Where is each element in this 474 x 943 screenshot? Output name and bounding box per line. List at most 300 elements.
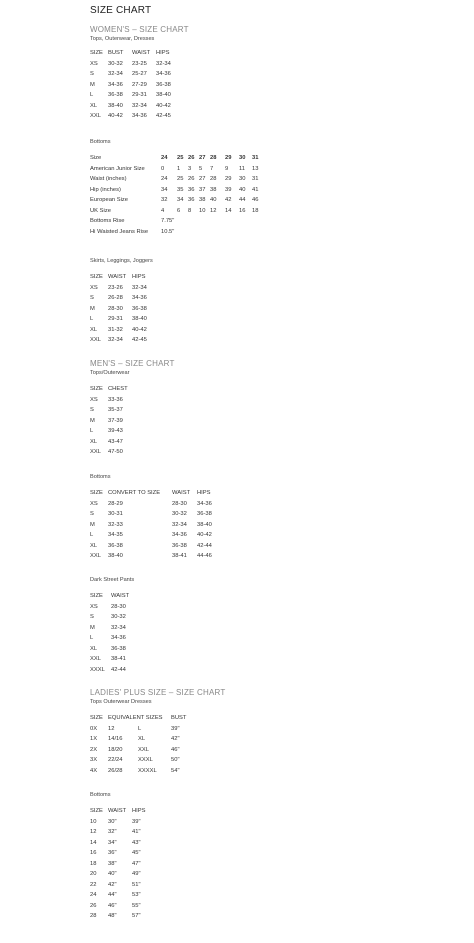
table-cell: L	[90, 532, 94, 538]
table-row	[90, 817, 156, 828]
table-row	[90, 185, 262, 196]
table-cell: XL	[90, 438, 98, 445]
table-cell	[239, 227, 252, 238]
table-row	[90, 612, 135, 623]
table-cell: 38-40	[156, 92, 171, 98]
table-cell: 30	[239, 176, 246, 182]
table-cell: 54"	[171, 767, 180, 774]
table-cell: 22	[90, 881, 97, 888]
table-cell: L	[90, 92, 94, 98]
women-bottoms-label: Bottoms	[90, 139, 111, 145]
table-cell	[239, 216, 252, 227]
table-cell: 34-35	[108, 532, 123, 538]
men-tops-table	[90, 384, 132, 458]
table-cell: 18	[90, 860, 97, 867]
table-cell	[252, 216, 262, 227]
table-row	[90, 437, 132, 448]
table-cell: 30-32	[108, 60, 123, 67]
table-cell: 32-34	[132, 284, 147, 291]
table-row	[90, 325, 156, 336]
table-cell: 46	[252, 197, 259, 203]
table-header-row	[90, 272, 156, 283]
table-row	[90, 164, 262, 175]
table-cell: 22/24	[108, 757, 123, 763]
table-cell: 14	[225, 207, 232, 214]
table-row	[90, 827, 156, 838]
table-cell: 31-32	[108, 326, 123, 333]
table-cell: Waist (inches)	[90, 176, 127, 182]
table-cell: 18	[252, 207, 259, 214]
table-cell	[225, 216, 239, 227]
table-row	[90, 551, 221, 562]
table-cell: 32	[161, 197, 168, 203]
table-cell: 43"	[132, 839, 141, 846]
table-cell: 0X	[90, 725, 98, 732]
table-cell: 12	[90, 829, 97, 835]
plus-bottoms-table	[90, 806, 156, 922]
table-cell: 42"	[171, 736, 180, 742]
table-cell	[199, 227, 210, 238]
women-skirts-label: Skirts, Leggings, Joggers	[90, 258, 153, 264]
table-cell: 29-31	[108, 316, 123, 322]
table-cell: S	[90, 511, 94, 517]
column-header: CONVERT TO SIZE	[108, 490, 161, 496]
table-cell: M	[90, 305, 95, 312]
table-cell: 34-36	[132, 113, 147, 119]
table-cell: 12	[210, 207, 217, 214]
table-cell: L	[90, 428, 94, 434]
table-cell: 36	[188, 197, 195, 203]
table-row	[90, 859, 156, 870]
table-cell: 28-30	[108, 305, 123, 312]
table-row	[90, 69, 180, 80]
table-row	[90, 293, 156, 304]
table-cell: 34-36	[132, 295, 147, 301]
table-cell: L	[90, 316, 94, 322]
table-row	[90, 206, 262, 217]
table-cell: 36-38	[132, 305, 147, 312]
column-header: Size	[90, 155, 102, 161]
table-cell: 42-44	[197, 542, 212, 549]
women-skirts-table	[90, 272, 156, 346]
table-row	[90, 911, 156, 922]
table-header-row	[90, 488, 221, 499]
column-header: CHEST	[108, 386, 128, 392]
table-cell: 4X	[90, 767, 98, 774]
table-cell: 28-30	[172, 500, 187, 507]
table-cell: 28-29	[108, 500, 123, 507]
men-heading: MEN'S – SIZE CHART	[90, 359, 175, 368]
table-cell: 28-30	[111, 603, 126, 610]
table-cell: 39"	[171, 725, 180, 732]
table-cell: 42-44	[111, 666, 126, 673]
table-row	[90, 838, 156, 849]
table-cell: 31	[252, 176, 259, 182]
table-row	[90, 174, 262, 185]
table-cell: 11	[239, 165, 246, 172]
table-cell: 38-40	[108, 553, 123, 559]
table-cell: 40-42	[197, 532, 212, 538]
table-row	[90, 395, 132, 406]
column-header: SIZE	[90, 386, 103, 392]
table-row	[90, 880, 156, 891]
table-cell: 27-29	[132, 81, 147, 88]
table-row	[90, 405, 132, 416]
table-cell: 32"	[108, 829, 117, 835]
table-cell: 55"	[132, 902, 141, 909]
men-bottoms-label: Bottoms	[90, 474, 111, 480]
table-cell: XXL	[90, 656, 101, 662]
table-cell: 36-38	[156, 81, 171, 88]
table-cell: XL	[138, 736, 146, 742]
table-cell	[177, 227, 188, 238]
table-cell: 9	[225, 165, 229, 172]
table-row	[90, 745, 191, 756]
column-header: HIPS	[156, 50, 170, 56]
table-cell: 41	[252, 186, 259, 193]
table-cell: 44	[239, 197, 246, 203]
table-cell: 18/20	[108, 746, 123, 753]
table-cell: 30"	[108, 818, 117, 825]
table-cell	[199, 216, 210, 227]
table-cell: 14/16	[108, 736, 123, 742]
table-row	[90, 755, 191, 766]
table-cell: European Size	[90, 197, 129, 203]
table-cell: XS	[90, 284, 98, 291]
table-cell: 13	[252, 165, 259, 172]
table-cell: 38-40	[108, 102, 123, 109]
table-cell: 43-47	[108, 438, 123, 445]
table-header-row	[90, 713, 191, 724]
table-cell: 47"	[132, 860, 141, 867]
table-cell: 30-32	[111, 614, 126, 620]
column-header: SIZE	[90, 50, 103, 56]
table-cell: 7	[210, 165, 214, 172]
table-cell: XS	[90, 60, 98, 67]
table-cell: 34-36	[197, 500, 212, 507]
table-cell	[177, 216, 188, 227]
table-cell: 39-43	[108, 428, 123, 434]
table-cell: 38"	[108, 860, 117, 867]
table-cell: 26-28	[108, 295, 123, 301]
table-cell: L	[90, 635, 94, 641]
table-cell: 32-34	[108, 71, 123, 77]
table-cell: 39"	[132, 818, 141, 825]
table-cell: 16	[90, 850, 97, 856]
table-cell: 3	[188, 165, 192, 172]
table-row	[90, 216, 262, 227]
men-pants-table	[90, 591, 135, 675]
table-row	[90, 304, 156, 315]
table-cell: 25-27	[132, 71, 147, 77]
table-row	[90, 541, 221, 552]
table-cell: 47-50	[108, 449, 123, 455]
table-cell: 32-33	[108, 521, 123, 528]
table-cell: 42-45	[132, 337, 147, 343]
table-cell: 29-31	[132, 92, 147, 98]
column-header: WAIST	[172, 490, 191, 496]
table-cell: 46"	[171, 746, 180, 753]
table-cell: 24	[90, 892, 97, 898]
table-header-row	[90, 384, 132, 395]
table-cell: 16	[239, 207, 246, 214]
table-cell: XL	[90, 542, 98, 549]
column-header: HIPS	[132, 274, 146, 280]
table-cell: 36-38	[172, 542, 187, 549]
table-cell: 38	[210, 186, 217, 193]
table-row	[90, 447, 132, 458]
table-cell: 26	[188, 176, 195, 182]
table-row	[90, 499, 221, 510]
table-cell: 36	[188, 186, 195, 193]
table-cell	[210, 227, 225, 238]
table-cell: 40"	[108, 871, 117, 877]
table-cell: 10.5"	[161, 228, 175, 235]
table-cell: 44-46	[197, 553, 212, 559]
table-cell	[210, 216, 225, 227]
table-cell: UK Size	[90, 207, 111, 214]
table-cell: XS	[90, 603, 98, 610]
column-header: SIZE	[90, 593, 103, 599]
table-cell: 37-39	[108, 417, 123, 424]
column-header: 28	[210, 155, 217, 161]
table-header-row	[90, 48, 180, 59]
table-cell	[188, 227, 199, 238]
table-row	[90, 665, 135, 676]
table-row	[90, 227, 262, 238]
table-cell: XS	[90, 500, 98, 507]
table-cell: 4	[161, 207, 165, 214]
table-cell: 27	[199, 176, 206, 182]
column-header: SIZE	[90, 490, 103, 496]
table-cell: 35-37	[108, 407, 123, 413]
table-cell: 50"	[171, 757, 180, 763]
table-cell: 34	[161, 186, 168, 193]
column-header: SIZE	[90, 715, 103, 721]
table-cell: 0	[161, 165, 165, 172]
table-row	[90, 101, 180, 112]
table-cell: 38-41	[172, 553, 187, 559]
table-cell: 26/28	[108, 767, 123, 774]
table-cell: 36-38	[108, 542, 123, 549]
table-cell: 34"	[108, 839, 117, 846]
column-header: 24	[161, 155, 168, 161]
table-cell: 32-34	[108, 337, 123, 343]
column-header: 31	[252, 155, 259, 161]
table-cell: 42"	[108, 881, 117, 888]
table-row	[90, 90, 180, 101]
table-cell: Bottoms Rise	[90, 218, 125, 224]
table-cell: XXL	[90, 553, 101, 559]
table-row	[90, 734, 191, 745]
table-cell: XXL	[138, 746, 149, 753]
plus-heading: LADIES' PLUS SIZE – SIZE CHART	[90, 688, 226, 697]
table-row	[90, 766, 191, 777]
table-cell: 8	[188, 207, 192, 214]
table-cell: 39	[225, 186, 232, 193]
table-cell: 40	[239, 186, 246, 193]
column-header: 26	[188, 155, 195, 161]
table-cell: 42	[225, 197, 232, 203]
table-row	[90, 314, 156, 325]
table-cell: 32-34	[172, 521, 187, 528]
table-cell	[252, 227, 262, 238]
table-cell: 30-31	[108, 511, 123, 517]
table-cell: 37	[199, 186, 206, 193]
plus-tops-table	[90, 713, 191, 776]
table-cell: 38-40	[132, 316, 147, 322]
column-header: WAIST	[108, 274, 127, 280]
table-row	[90, 195, 262, 206]
table-row	[90, 654, 135, 665]
table-cell: 34-36	[156, 71, 171, 77]
table-cell: 36-38	[197, 511, 212, 517]
table-cell: 46"	[108, 902, 117, 909]
column-header: EQUIVALENT SIZES	[108, 715, 163, 721]
column-header: BUST	[108, 50, 124, 56]
table-row	[90, 111, 180, 122]
table-cell: 7.75"	[161, 218, 175, 224]
table-row	[90, 623, 135, 634]
table-cell: 20	[90, 871, 97, 877]
table-cell: S	[90, 295, 94, 301]
table-row	[90, 283, 156, 294]
table-cell: XL	[90, 102, 98, 109]
table-cell: 40-42	[132, 326, 147, 333]
column-header: SIZE	[90, 808, 103, 814]
column-header: HIPS	[132, 808, 146, 814]
table-cell: XXL	[90, 337, 101, 343]
column-header: 25	[177, 155, 184, 161]
table-cell: M	[90, 521, 95, 528]
table-row	[90, 724, 191, 735]
column-header: BUST	[171, 715, 187, 721]
table-cell: XXXL	[138, 757, 153, 763]
table-cell: 5	[199, 165, 203, 172]
table-cell: XL	[90, 326, 98, 333]
table-cell: XXL	[90, 449, 101, 455]
table-cell: XXXXL	[138, 767, 157, 774]
column-header: WAIST	[111, 593, 130, 599]
table-cell: 40-42	[156, 102, 171, 109]
table-cell: 36-38	[108, 92, 123, 98]
women-tops-table	[90, 48, 180, 122]
table-cell: 23-26	[108, 284, 123, 291]
table-cell: 48"	[108, 913, 117, 919]
table-row	[90, 530, 221, 541]
table-cell: 38-40	[197, 521, 212, 528]
table-cell: M	[90, 417, 95, 424]
table-row	[90, 80, 180, 91]
table-cell: XL	[90, 645, 98, 652]
table-cell: 32-34	[111, 624, 126, 631]
table-cell: American Junior Size	[90, 165, 145, 172]
column-header: 29	[225, 155, 232, 161]
table-cell: 33-36	[108, 396, 123, 403]
table-cell: 57"	[132, 913, 141, 919]
women-bottoms-table	[90, 153, 262, 237]
table-cell: 28	[210, 176, 217, 182]
table-cell: 45"	[132, 850, 141, 856]
table-cell: 12	[108, 725, 115, 732]
table-row	[90, 633, 135, 644]
table-cell	[225, 227, 239, 238]
table-cell: 36"	[108, 850, 117, 856]
table-cell: 35	[177, 186, 184, 193]
table-cell: 1	[177, 165, 181, 172]
table-cell: 26	[90, 902, 97, 909]
table-row	[90, 901, 156, 912]
table-row	[90, 890, 156, 901]
table-cell: 2X	[90, 746, 98, 753]
table-cell: M	[90, 624, 95, 631]
table-cell: XXXL	[90, 666, 105, 673]
table-cell: 51"	[132, 881, 141, 888]
women-heading: WOMEN'S – SIZE CHART	[90, 25, 189, 34]
column-header: HIPS	[197, 490, 211, 496]
table-cell: 34-36	[172, 532, 187, 538]
table-cell: XXL	[90, 113, 101, 119]
table-cell: 29	[225, 176, 232, 182]
table-cell: S	[90, 71, 94, 77]
table-cell: 53"	[132, 892, 141, 898]
table-cell: 1X	[90, 736, 98, 742]
table-row	[90, 869, 156, 880]
column-header: WAIST	[108, 808, 127, 814]
table-row	[90, 644, 135, 655]
table-cell: 30-32	[172, 511, 187, 517]
table-cell: 40-42	[108, 113, 123, 119]
table-cell: 40	[210, 197, 217, 203]
table-row	[90, 602, 135, 613]
column-header: SIZE	[90, 274, 103, 280]
table-row	[90, 848, 156, 859]
table-cell: 32-34	[132, 102, 147, 109]
table-cell	[188, 216, 199, 227]
table-header-row	[90, 153, 262, 164]
table-cell: 3X	[90, 757, 98, 763]
table-header-row	[90, 591, 135, 602]
table-cell: L	[138, 725, 142, 732]
table-row	[90, 426, 132, 437]
table-cell: S	[90, 407, 94, 413]
table-cell: 10	[90, 818, 97, 825]
plus-bottoms-label: Bottoms	[90, 792, 111, 798]
plus-tops-label: Tops Outerwear Dresses	[90, 699, 152, 705]
table-cell: 32-34	[156, 60, 171, 67]
table-cell: 28	[90, 913, 97, 919]
table-cell: 34-36	[108, 81, 123, 88]
table-cell: 36-38	[111, 645, 126, 652]
table-cell: XS	[90, 396, 98, 403]
table-cell: 38	[199, 197, 206, 203]
table-cell: 23-25	[132, 60, 147, 67]
table-cell: 42-45	[156, 113, 171, 119]
table-cell: 44"	[108, 892, 117, 898]
table-cell: 38-41	[111, 656, 126, 662]
table-cell: 10	[199, 207, 206, 214]
table-cell: 34-36	[111, 635, 126, 641]
table-row	[90, 416, 132, 427]
men-tops-label: Tops/Outerwear	[90, 370, 130, 376]
women-tops-label: Tops, Outerwear, Dresses	[90, 36, 155, 42]
table-cell: 14	[90, 839, 97, 846]
table-cell: M	[90, 81, 95, 88]
table-header-row	[90, 806, 156, 817]
table-cell: Hip (inches)	[90, 186, 121, 193]
table-cell: 25	[177, 176, 184, 182]
table-cell: 34	[177, 197, 184, 203]
